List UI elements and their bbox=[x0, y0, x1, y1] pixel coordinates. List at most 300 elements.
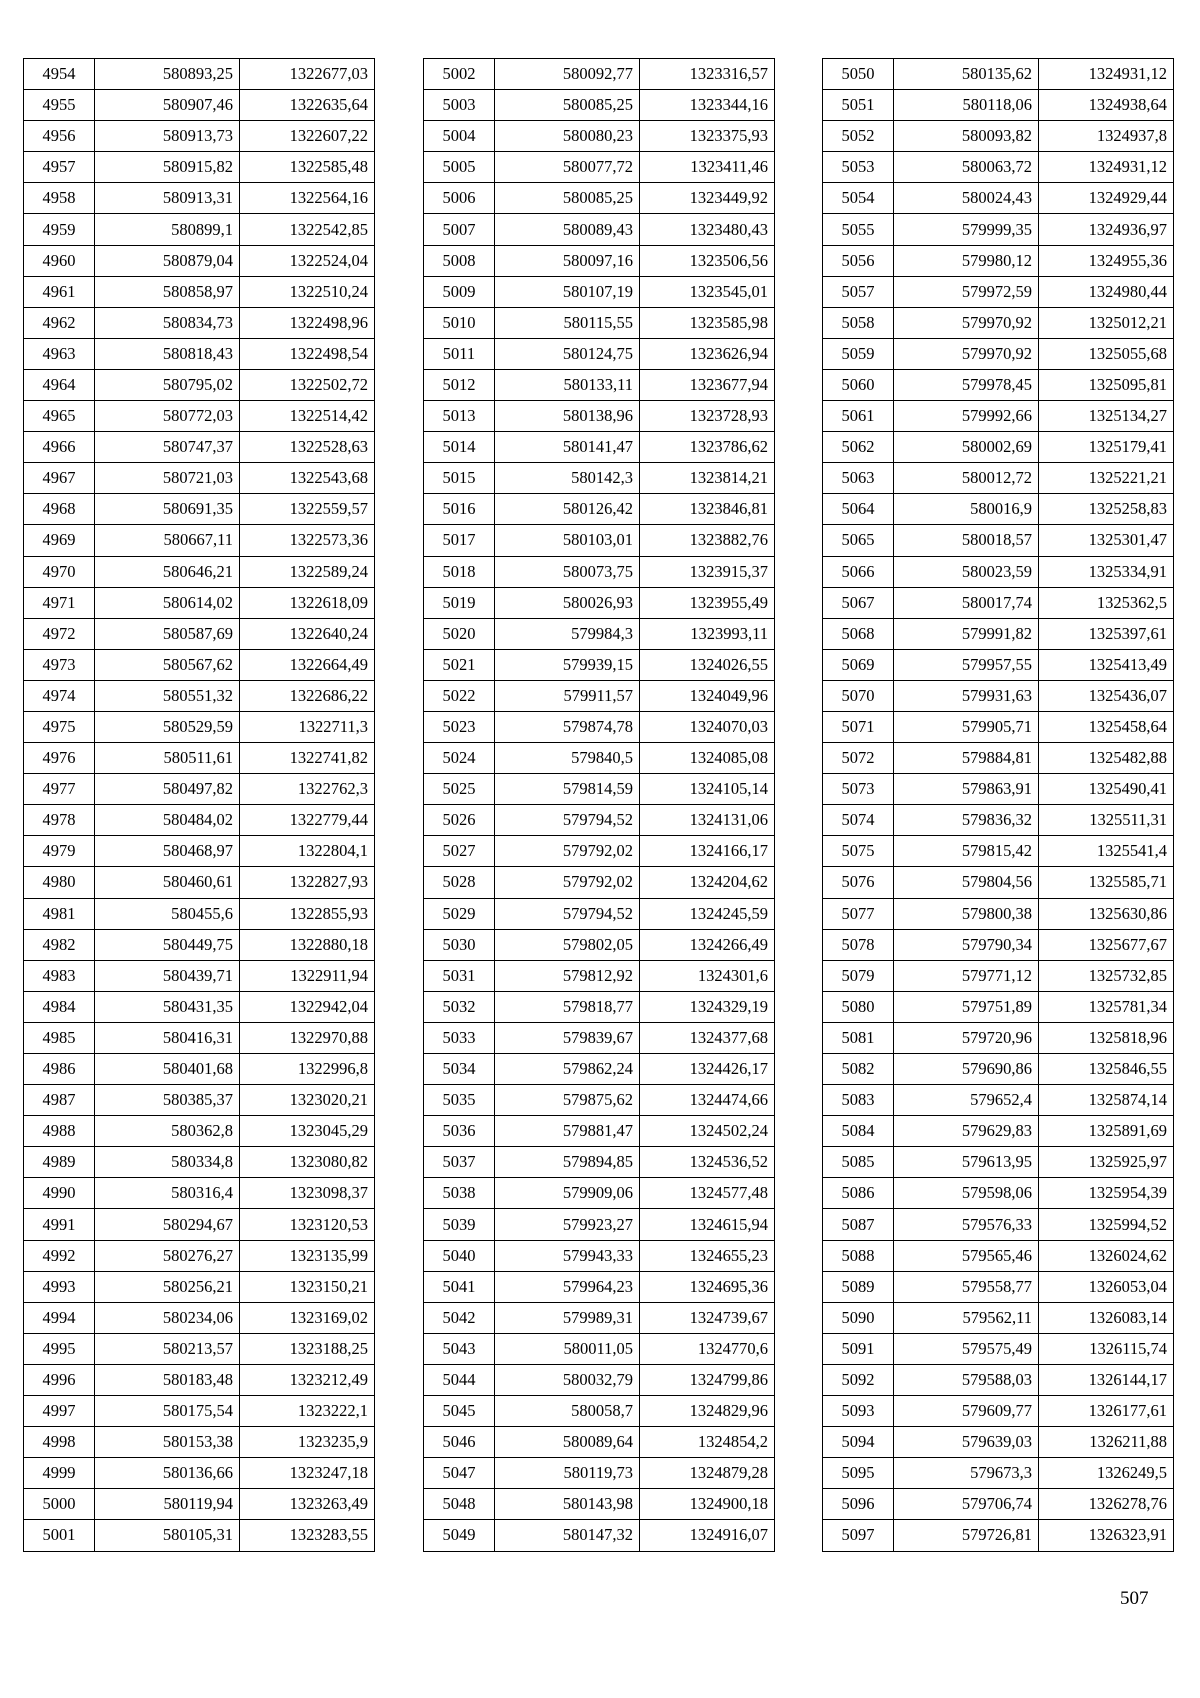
y-coordinate-cell: 1325334,91 bbox=[1039, 556, 1174, 587]
point-number-cell: 4999 bbox=[24, 1458, 95, 1489]
y-coordinate-cell: 1324166,17 bbox=[640, 836, 775, 867]
table-row bbox=[424, 929, 775, 960]
point-number-cell: 5073 bbox=[823, 774, 894, 805]
table-row bbox=[24, 1333, 375, 1364]
x-coordinate-cell: 580879,04 bbox=[95, 245, 240, 276]
table-row bbox=[823, 1209, 1174, 1240]
point-number-cell: 5032 bbox=[424, 991, 495, 1022]
table-row bbox=[424, 90, 775, 121]
y-coordinate-cell: 1323098,37 bbox=[240, 1178, 375, 1209]
point-number-cell: 5021 bbox=[424, 649, 495, 680]
y-coordinate-cell: 1322498,54 bbox=[240, 338, 375, 369]
x-coordinate-cell: 579884,81 bbox=[894, 743, 1039, 774]
y-coordinate-cell: 1322970,88 bbox=[240, 1022, 375, 1053]
table-row bbox=[24, 649, 375, 680]
y-coordinate-cell: 1326249,5 bbox=[1039, 1458, 1174, 1489]
y-coordinate-cell: 1325258,83 bbox=[1039, 494, 1174, 525]
point-number-cell: 5015 bbox=[424, 463, 495, 494]
point-number-cell: 4981 bbox=[24, 898, 95, 929]
table-row bbox=[823, 680, 1174, 711]
x-coordinate-cell: 579874,78 bbox=[495, 711, 640, 742]
y-coordinate-cell: 1324245,59 bbox=[640, 898, 775, 929]
x-coordinate-cell: 580093,82 bbox=[894, 121, 1039, 152]
table-row bbox=[24, 836, 375, 867]
table-row bbox=[424, 59, 775, 90]
point-number-cell: 4956 bbox=[24, 121, 95, 152]
table-row bbox=[424, 898, 775, 929]
y-coordinate-cell: 1326323,91 bbox=[1039, 1520, 1174, 1551]
x-coordinate-cell: 580439,71 bbox=[95, 960, 240, 991]
table-row bbox=[823, 1022, 1174, 1053]
x-coordinate-cell: 579931,63 bbox=[894, 680, 1039, 711]
point-number-cell: 5023 bbox=[424, 711, 495, 742]
y-coordinate-cell: 1323120,53 bbox=[240, 1209, 375, 1240]
y-coordinate-cell: 1325221,21 bbox=[1039, 463, 1174, 494]
y-coordinate-cell: 1326083,14 bbox=[1039, 1302, 1174, 1333]
table-row bbox=[823, 1458, 1174, 1489]
y-coordinate-cell: 1325585,71 bbox=[1039, 867, 1174, 898]
table-row bbox=[24, 1302, 375, 1333]
y-coordinate-cell: 1322564,16 bbox=[240, 183, 375, 214]
y-coordinate-cell: 1322635,64 bbox=[240, 90, 375, 121]
table-row bbox=[823, 1520, 1174, 1551]
point-number-cell: 5010 bbox=[424, 307, 495, 338]
point-number-cell: 5002 bbox=[424, 59, 495, 90]
x-coordinate-cell: 579792,02 bbox=[495, 867, 640, 898]
point-number-cell: 4980 bbox=[24, 867, 95, 898]
y-coordinate-cell: 1323045,29 bbox=[240, 1116, 375, 1147]
table-row bbox=[823, 867, 1174, 898]
coordinates-table-1 bbox=[23, 58, 375, 1552]
y-coordinate-cell: 1322585,48 bbox=[240, 152, 375, 183]
x-coordinate-cell: 579792,02 bbox=[495, 836, 640, 867]
x-coordinate-cell: 580119,94 bbox=[95, 1489, 240, 1520]
table-row bbox=[24, 338, 375, 369]
point-number-cell: 5047 bbox=[424, 1458, 495, 1489]
table-row bbox=[24, 867, 375, 898]
y-coordinate-cell: 1325095,81 bbox=[1039, 369, 1174, 400]
y-coordinate-cell: 1325511,31 bbox=[1039, 805, 1174, 836]
x-coordinate-cell: 579911,57 bbox=[495, 680, 640, 711]
y-coordinate-cell: 1324536,52 bbox=[640, 1147, 775, 1178]
y-coordinate-cell: 1323316,57 bbox=[640, 59, 775, 90]
point-number-cell: 5034 bbox=[424, 1054, 495, 1085]
table-row bbox=[424, 1458, 775, 1489]
x-coordinate-cell: 580017,74 bbox=[894, 587, 1039, 618]
table-row bbox=[424, 152, 775, 183]
table-row bbox=[424, 1240, 775, 1271]
y-coordinate-cell: 1323263,49 bbox=[240, 1489, 375, 1520]
table-row bbox=[24, 805, 375, 836]
x-coordinate-cell: 579652,4 bbox=[894, 1085, 1039, 1116]
x-coordinate-cell: 579909,06 bbox=[495, 1178, 640, 1209]
x-coordinate-cell: 579991,82 bbox=[894, 618, 1039, 649]
point-number-cell: 5037 bbox=[424, 1147, 495, 1178]
y-coordinate-cell: 1323020,21 bbox=[240, 1085, 375, 1116]
point-number-cell: 5036 bbox=[424, 1116, 495, 1147]
x-coordinate-cell: 580834,73 bbox=[95, 307, 240, 338]
x-coordinate-cell: 579673,3 bbox=[894, 1458, 1039, 1489]
point-number-cell: 5007 bbox=[424, 214, 495, 245]
table-row bbox=[424, 1271, 775, 1302]
y-coordinate-cell: 1323135,99 bbox=[240, 1240, 375, 1271]
x-coordinate-cell: 580126,42 bbox=[495, 494, 640, 525]
point-number-cell: 5063 bbox=[823, 463, 894, 494]
point-number-cell: 4954 bbox=[24, 59, 95, 90]
point-number-cell: 5081 bbox=[823, 1022, 894, 1053]
table-row bbox=[24, 774, 375, 805]
table-row bbox=[424, 618, 775, 649]
point-number-cell: 5053 bbox=[823, 152, 894, 183]
coordinates-table-2 bbox=[423, 58, 775, 1552]
y-coordinate-cell: 1324329,19 bbox=[640, 991, 775, 1022]
point-number-cell: 5044 bbox=[424, 1364, 495, 1395]
point-number-cell: 5071 bbox=[823, 711, 894, 742]
point-number-cell: 5020 bbox=[424, 618, 495, 649]
point-number-cell: 5058 bbox=[823, 307, 894, 338]
x-coordinate-cell: 580294,67 bbox=[95, 1209, 240, 1240]
point-number-cell: 4958 bbox=[24, 183, 95, 214]
point-number-cell: 5025 bbox=[424, 774, 495, 805]
table-row bbox=[24, 1178, 375, 1209]
table-row bbox=[424, 121, 775, 152]
point-number-cell: 5069 bbox=[823, 649, 894, 680]
y-coordinate-cell: 1323814,21 bbox=[640, 463, 775, 494]
point-number-cell: 5089 bbox=[823, 1271, 894, 1302]
x-coordinate-cell: 579839,67 bbox=[495, 1022, 640, 1053]
x-coordinate-cell: 580138,96 bbox=[495, 401, 640, 432]
point-number-cell: 4989 bbox=[24, 1147, 95, 1178]
table-row bbox=[823, 1085, 1174, 1116]
coordinates-table-3 bbox=[822, 58, 1174, 1552]
table-row bbox=[424, 401, 775, 432]
table-row bbox=[424, 1147, 775, 1178]
point-number-cell: 5001 bbox=[24, 1520, 95, 1551]
table-row bbox=[424, 867, 775, 898]
y-coordinate-cell: 1322911,94 bbox=[240, 960, 375, 991]
point-number-cell: 5066 bbox=[823, 556, 894, 587]
y-coordinate-cell: 1326278,76 bbox=[1039, 1489, 1174, 1520]
y-coordinate-cell: 1323993,11 bbox=[640, 618, 775, 649]
table-row bbox=[424, 463, 775, 494]
table-row bbox=[823, 929, 1174, 960]
x-coordinate-cell: 580153,38 bbox=[95, 1427, 240, 1458]
y-coordinate-cell: 1323188,25 bbox=[240, 1333, 375, 1364]
point-number-cell: 4988 bbox=[24, 1116, 95, 1147]
x-coordinate-cell: 579613,95 bbox=[894, 1147, 1039, 1178]
table-row bbox=[424, 1209, 775, 1240]
point-number-cell: 4995 bbox=[24, 1333, 95, 1364]
point-number-cell: 5017 bbox=[424, 525, 495, 556]
x-coordinate-cell: 580097,16 bbox=[495, 245, 640, 276]
y-coordinate-cell: 1323728,93 bbox=[640, 401, 775, 432]
y-coordinate-cell: 1322524,04 bbox=[240, 245, 375, 276]
table-row bbox=[424, 556, 775, 587]
point-number-cell: 5090 bbox=[823, 1302, 894, 1333]
table-row bbox=[823, 1302, 1174, 1333]
y-coordinate-cell: 1323283,55 bbox=[240, 1520, 375, 1551]
y-coordinate-cell: 1324929,44 bbox=[1039, 183, 1174, 214]
x-coordinate-cell: 580089,43 bbox=[495, 214, 640, 245]
y-coordinate-cell: 1322618,09 bbox=[240, 587, 375, 618]
table-row bbox=[24, 59, 375, 90]
x-coordinate-cell: 579999,35 bbox=[894, 214, 1039, 245]
point-number-cell: 5018 bbox=[424, 556, 495, 587]
x-coordinate-cell: 580175,54 bbox=[95, 1396, 240, 1427]
x-coordinate-cell: 580818,43 bbox=[95, 338, 240, 369]
point-number-cell: 4985 bbox=[24, 1022, 95, 1053]
table-row bbox=[823, 369, 1174, 400]
x-coordinate-cell: 580135,62 bbox=[894, 59, 1039, 90]
table-row bbox=[424, 991, 775, 1022]
point-number-cell: 5064 bbox=[823, 494, 894, 525]
table-row bbox=[424, 1302, 775, 1333]
x-coordinate-cell: 579984,3 bbox=[495, 618, 640, 649]
y-coordinate-cell: 1323235,9 bbox=[240, 1427, 375, 1458]
x-coordinate-cell: 579862,24 bbox=[495, 1054, 640, 1085]
y-coordinate-cell: 1322942,04 bbox=[240, 991, 375, 1022]
point-number-cell: 4979 bbox=[24, 836, 95, 867]
y-coordinate-cell: 1325994,52 bbox=[1039, 1209, 1174, 1240]
point-number-cell: 4962 bbox=[24, 307, 95, 338]
y-coordinate-cell: 1322664,49 bbox=[240, 649, 375, 680]
point-number-cell: 5070 bbox=[823, 680, 894, 711]
point-number-cell: 4990 bbox=[24, 1178, 95, 1209]
y-coordinate-cell: 1322514,42 bbox=[240, 401, 375, 432]
x-coordinate-cell: 579881,47 bbox=[495, 1116, 640, 1147]
x-coordinate-cell: 580080,23 bbox=[495, 121, 640, 152]
y-coordinate-cell: 1324131,06 bbox=[640, 805, 775, 836]
y-coordinate-cell: 1324026,55 bbox=[640, 649, 775, 680]
y-coordinate-cell: 1324577,48 bbox=[640, 1178, 775, 1209]
point-number-cell: 4968 bbox=[24, 494, 95, 525]
point-number-cell: 5043 bbox=[424, 1333, 495, 1364]
y-coordinate-cell: 1324936,97 bbox=[1039, 214, 1174, 245]
x-coordinate-cell: 580183,48 bbox=[95, 1364, 240, 1395]
table-row bbox=[24, 1085, 375, 1116]
table-row bbox=[424, 1396, 775, 1427]
point-number-cell: 5003 bbox=[424, 90, 495, 121]
point-number-cell: 5082 bbox=[823, 1054, 894, 1085]
table-row bbox=[823, 338, 1174, 369]
table-row bbox=[24, 743, 375, 774]
y-coordinate-cell: 1323677,94 bbox=[640, 369, 775, 400]
table-row bbox=[24, 1520, 375, 1551]
x-coordinate-cell: 580024,43 bbox=[894, 183, 1039, 214]
point-number-cell: 5087 bbox=[823, 1209, 894, 1240]
table-row bbox=[823, 1396, 1174, 1427]
point-number-cell: 4955 bbox=[24, 90, 95, 121]
point-number-cell: 4960 bbox=[24, 245, 95, 276]
x-coordinate-cell: 580551,32 bbox=[95, 680, 240, 711]
table-row bbox=[424, 1085, 775, 1116]
y-coordinate-cell: 1324931,12 bbox=[1039, 152, 1174, 183]
x-coordinate-cell: 580085,25 bbox=[495, 90, 640, 121]
x-coordinate-cell: 580431,35 bbox=[95, 991, 240, 1022]
point-number-cell: 5097 bbox=[823, 1520, 894, 1551]
x-coordinate-cell: 580012,72 bbox=[894, 463, 1039, 494]
y-coordinate-cell: 1322573,36 bbox=[240, 525, 375, 556]
table-row bbox=[24, 929, 375, 960]
point-number-cell: 5085 bbox=[823, 1147, 894, 1178]
x-coordinate-cell: 580587,69 bbox=[95, 618, 240, 649]
table-row bbox=[823, 1364, 1174, 1395]
y-coordinate-cell: 1323212,49 bbox=[240, 1364, 375, 1395]
point-number-cell: 4969 bbox=[24, 525, 95, 556]
table-row bbox=[823, 556, 1174, 587]
point-number-cell: 4967 bbox=[24, 463, 95, 494]
x-coordinate-cell: 579726,81 bbox=[894, 1520, 1039, 1551]
x-coordinate-cell: 580141,47 bbox=[495, 432, 640, 463]
table-row bbox=[823, 587, 1174, 618]
point-number-cell: 5091 bbox=[823, 1333, 894, 1364]
y-coordinate-cell: 1324301,6 bbox=[640, 960, 775, 991]
x-coordinate-cell: 579706,74 bbox=[894, 1489, 1039, 1520]
point-number-cell: 4959 bbox=[24, 214, 95, 245]
x-coordinate-cell: 579804,56 bbox=[894, 867, 1039, 898]
point-number-cell: 5038 bbox=[424, 1178, 495, 1209]
x-coordinate-cell: 579964,23 bbox=[495, 1271, 640, 1302]
y-coordinate-cell: 1322510,24 bbox=[240, 276, 375, 307]
point-number-cell: 5084 bbox=[823, 1116, 894, 1147]
table-row bbox=[823, 1116, 1174, 1147]
x-coordinate-cell: 580105,31 bbox=[95, 1520, 240, 1551]
x-coordinate-cell: 579957,55 bbox=[894, 649, 1039, 680]
y-coordinate-cell: 1322880,18 bbox=[240, 929, 375, 960]
x-coordinate-cell: 580115,55 bbox=[495, 307, 640, 338]
x-coordinate-cell: 580147,32 bbox=[495, 1520, 640, 1551]
point-number-cell: 4972 bbox=[24, 618, 95, 649]
point-number-cell: 4964 bbox=[24, 369, 95, 400]
y-coordinate-cell: 1322528,63 bbox=[240, 432, 375, 463]
y-coordinate-cell: 1324739,67 bbox=[640, 1302, 775, 1333]
x-coordinate-cell: 580119,73 bbox=[495, 1458, 640, 1489]
table-row bbox=[24, 525, 375, 556]
point-number-cell: 5009 bbox=[424, 276, 495, 307]
table-row bbox=[823, 960, 1174, 991]
y-coordinate-cell: 1322827,93 bbox=[240, 867, 375, 898]
table-row bbox=[424, 743, 775, 774]
table-row bbox=[823, 1489, 1174, 1520]
point-number-cell: 5048 bbox=[424, 1489, 495, 1520]
x-coordinate-cell: 580316,4 bbox=[95, 1178, 240, 1209]
point-number-cell: 5051 bbox=[823, 90, 894, 121]
x-coordinate-cell: 580142,3 bbox=[495, 463, 640, 494]
y-coordinate-cell: 1322543,68 bbox=[240, 463, 375, 494]
x-coordinate-cell: 579629,83 bbox=[894, 1116, 1039, 1147]
table-row bbox=[823, 1054, 1174, 1085]
y-coordinate-cell: 1324655,23 bbox=[640, 1240, 775, 1271]
point-number-cell: 5088 bbox=[823, 1240, 894, 1271]
table-row bbox=[823, 276, 1174, 307]
table-row bbox=[823, 774, 1174, 805]
y-coordinate-cell: 1325490,41 bbox=[1039, 774, 1174, 805]
y-coordinate-cell: 1325482,88 bbox=[1039, 743, 1174, 774]
x-coordinate-cell: 579598,06 bbox=[894, 1178, 1039, 1209]
y-coordinate-cell: 1324900,18 bbox=[640, 1489, 775, 1520]
x-coordinate-cell: 580063,72 bbox=[894, 152, 1039, 183]
x-coordinate-cell: 580484,02 bbox=[95, 805, 240, 836]
x-coordinate-cell: 579840,5 bbox=[495, 743, 640, 774]
y-coordinate-cell: 1322779,44 bbox=[240, 805, 375, 836]
x-coordinate-cell: 580893,25 bbox=[95, 59, 240, 90]
point-number-cell: 5061 bbox=[823, 401, 894, 432]
table-row bbox=[24, 463, 375, 494]
table-row bbox=[424, 432, 775, 463]
table-row bbox=[24, 307, 375, 338]
x-coordinate-cell: 580213,57 bbox=[95, 1333, 240, 1364]
y-coordinate-cell: 1322677,03 bbox=[240, 59, 375, 90]
point-number-cell: 4971 bbox=[24, 587, 95, 618]
x-coordinate-cell: 579609,77 bbox=[894, 1396, 1039, 1427]
table-row bbox=[24, 1458, 375, 1489]
point-number-cell: 5049 bbox=[424, 1520, 495, 1551]
point-number-cell: 5059 bbox=[823, 338, 894, 369]
point-number-cell: 5078 bbox=[823, 929, 894, 960]
x-coordinate-cell: 579980,12 bbox=[894, 245, 1039, 276]
table-row bbox=[823, 121, 1174, 152]
table-row bbox=[424, 1520, 775, 1551]
x-coordinate-cell: 579575,49 bbox=[894, 1333, 1039, 1364]
y-coordinate-cell: 1324426,17 bbox=[640, 1054, 775, 1085]
y-coordinate-cell: 1325874,14 bbox=[1039, 1085, 1174, 1116]
table-row bbox=[424, 307, 775, 338]
x-coordinate-cell: 579562,11 bbox=[894, 1302, 1039, 1333]
y-coordinate-cell: 1324938,64 bbox=[1039, 90, 1174, 121]
point-number-cell: 5072 bbox=[823, 743, 894, 774]
x-coordinate-cell: 580913,73 bbox=[95, 121, 240, 152]
table-row bbox=[24, 432, 375, 463]
point-number-cell: 5077 bbox=[823, 898, 894, 929]
x-coordinate-cell: 580023,59 bbox=[894, 556, 1039, 587]
x-coordinate-cell: 580136,66 bbox=[95, 1458, 240, 1489]
point-number-cell: 5093 bbox=[823, 1396, 894, 1427]
y-coordinate-cell: 1322498,96 bbox=[240, 307, 375, 338]
y-coordinate-cell: 1324049,96 bbox=[640, 680, 775, 711]
point-number-cell: 4976 bbox=[24, 743, 95, 774]
point-number-cell: 5083 bbox=[823, 1085, 894, 1116]
point-number-cell: 5039 bbox=[424, 1209, 495, 1240]
table-row bbox=[823, 898, 1174, 929]
table-row bbox=[823, 152, 1174, 183]
y-coordinate-cell: 1324204,62 bbox=[640, 867, 775, 898]
y-coordinate-cell: 1326144,17 bbox=[1039, 1364, 1174, 1395]
x-coordinate-cell: 579943,33 bbox=[495, 1240, 640, 1271]
point-number-cell: 4987 bbox=[24, 1085, 95, 1116]
table-row bbox=[424, 680, 775, 711]
y-coordinate-cell: 1323222,1 bbox=[240, 1396, 375, 1427]
table-row bbox=[24, 401, 375, 432]
point-number-cell: 5014 bbox=[424, 432, 495, 463]
point-number-cell: 5080 bbox=[823, 991, 894, 1022]
y-coordinate-cell: 1326115,74 bbox=[1039, 1333, 1174, 1364]
point-number-cell: 5092 bbox=[823, 1364, 894, 1395]
x-coordinate-cell: 579588,03 bbox=[894, 1364, 1039, 1395]
point-number-cell: 5068 bbox=[823, 618, 894, 649]
table-row bbox=[823, 90, 1174, 121]
y-coordinate-cell: 1323882,76 bbox=[640, 525, 775, 556]
table-row bbox=[823, 711, 1174, 742]
x-coordinate-cell: 580772,03 bbox=[95, 401, 240, 432]
y-coordinate-cell: 1325055,68 bbox=[1039, 338, 1174, 369]
table-row bbox=[424, 214, 775, 245]
x-coordinate-cell: 580468,97 bbox=[95, 836, 240, 867]
x-coordinate-cell: 580449,75 bbox=[95, 929, 240, 960]
y-coordinate-cell: 1324474,66 bbox=[640, 1085, 775, 1116]
y-coordinate-cell: 1325732,85 bbox=[1039, 960, 1174, 991]
y-coordinate-cell: 1323375,93 bbox=[640, 121, 775, 152]
table-row bbox=[424, 338, 775, 369]
